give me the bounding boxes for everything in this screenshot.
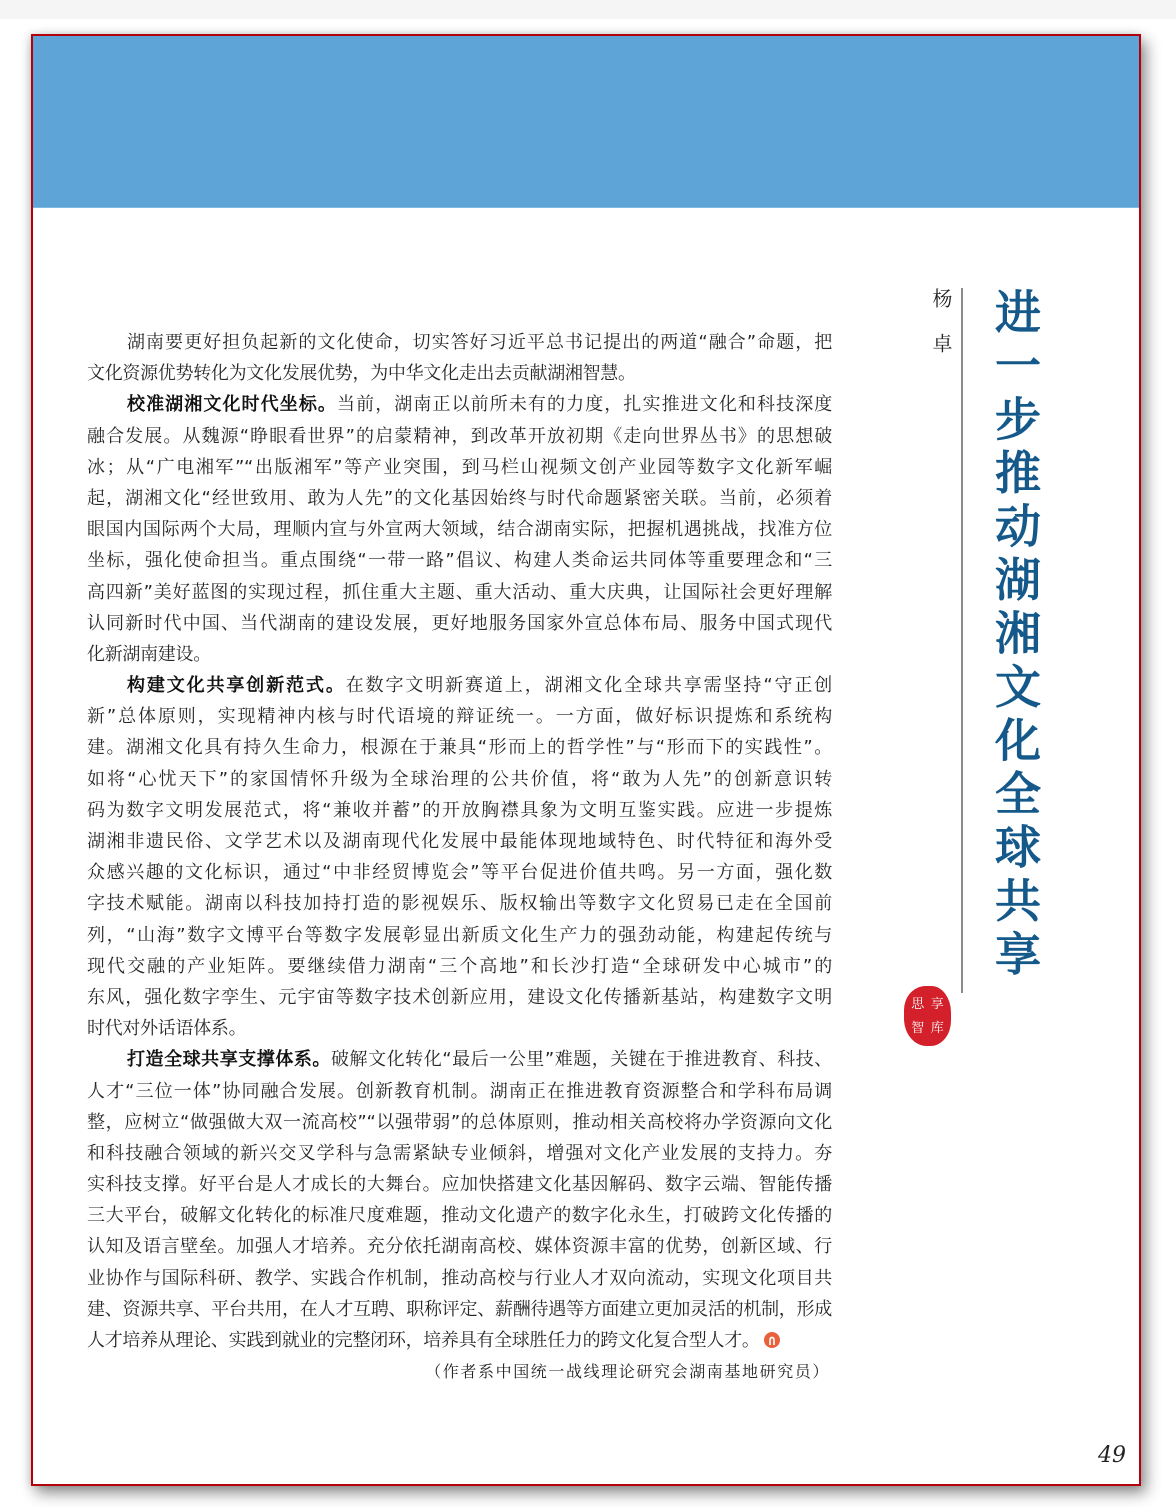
line-text: 高四新”美好蓝图的实现过程，抓住重大主题、重大活动、重大庆典，让国际社会更好理解 [87, 581, 832, 603]
section-heading: 构建文化共享创新范式。 [127, 675, 346, 697]
line-text: 列，“山海”数字文博平台等数字发展彰显出新质文化生产力的强劲动能，构建起传统与 [87, 924, 832, 946]
line-text: 融合发展。从魏源“睁眼看世界”的启蒙精神，到改革开放初期《走向世界丛书》的思想破 [87, 425, 832, 447]
line-text: 冰；从“广电湘军”“出版湘军”等产业突围，到马栏山视频文创产业园等数字文化新军崛 [87, 456, 832, 478]
line-text: 眼国内国际两个大局，理顺内宣与外宣两大领域，结合湖南实际，把握机遇挑战，找准方位 [87, 519, 832, 541]
line-text: 如将“心忧天下”的家国情怀升级为全球治理的公共价值，将“敢为人先”的创新意识转 [87, 768, 832, 790]
line-text: 东风，强化数字孪生、元宇宙等数字技术创新应用，建设文化传播新基站，构建数字文明 [87, 986, 832, 1008]
body-line [87, 514, 832, 545]
line-text: 文化资源优势转化为文化发展优势，为中华文化走出去贡献湖湘智慧。 [87, 363, 636, 385]
article-body [87, 327, 832, 1387]
body-line [87, 764, 832, 795]
body-line [87, 1107, 832, 1138]
seal-stamp-icon [904, 986, 951, 1046]
body-line [87, 826, 832, 857]
body-line [87, 701, 832, 732]
line-text: 整，应树立“做强做大双一流高校”“以强带弱”的总体原则，推动相关高校将办学资源向文化 [87, 1111, 832, 1133]
line-text: 众感兴趣的文化标识，通过“中非经贸博览会”等平台促进价值共鸣。另一方面，强化数 [87, 862, 832, 884]
section-heading: 打造全球共享支撑体系。 [127, 1049, 331, 1071]
body-line [87, 920, 832, 951]
body-line [87, 545, 832, 576]
seal-char: 智 [911, 1020, 925, 1036]
body-line [87, 483, 832, 514]
line-text: 字技术赋能。湖南以科技加持打造的影视娱乐、版权输出等数字文化贸易已走在全国前 [87, 893, 832, 915]
line-text: 破解文化转化“最后一公里”难题，关键在于推进教育、科技、 [330, 1049, 832, 1071]
line-text: 认同新时代中国、当代湖南的建设发展，更好地服务国家外宣总体布局、服务中国式现代 [87, 612, 832, 634]
seal-char: 享 [930, 996, 944, 1012]
body-line [87, 389, 832, 420]
author-affiliation-note: （作者系中国统一战线理论研究会湖南基地研究员） [425, 1362, 830, 1382]
body-line [87, 1013, 832, 1044]
line-text: 起，湖湘文化“经世致用、敢为人先”的文化基因始终与时代命题紧密关联。当前，必须着 [87, 487, 832, 509]
article-title: 进一步推动湖湘文化全球共享 [988, 288, 1042, 984]
line-text: 在数字文明新赛道上，湖湘文化全球共享需坚持“守正创 [345, 675, 832, 697]
body-line [87, 888, 832, 919]
title-divider [961, 288, 963, 993]
body-line [87, 982, 832, 1013]
line-text: 现代交融的产业矩阵。要继续借力湖南“三个高地”和长沙打造“全球研发中心城市”的 [87, 955, 832, 977]
body-line [87, 951, 832, 982]
body-line [87, 421, 832, 452]
body-line [87, 327, 832, 358]
line-text: 坐标，强化使命担当。重点围绕“一带一路”倡议、构建人类命运共同体等重要理念和“三 [87, 550, 832, 572]
line-text: 人才培养从理论、实践到就业的完整闭环，培养具有全球胜任力的跨文化复合型人才。 [87, 1330, 760, 1351]
seal-char: 库 [930, 1020, 944, 1036]
page-number: 49 [1098, 1443, 1126, 1468]
body-line [87, 1076, 832, 1107]
body-line [87, 1169, 832, 1200]
line-text: 人才“三位一体”协同融合发展。创新教育机制。湖南正在推进教育资源整合和学科布局调 [87, 1080, 832, 1102]
body-line [87, 795, 832, 826]
line-text: 和科技融合领域的新兴交叉学科与急需紧缺专业倾斜，增强对文化产业发展的支持力。夯 [87, 1142, 832, 1164]
body-line [87, 577, 832, 608]
body-line [87, 358, 832, 389]
body-line [87, 452, 832, 483]
line-text: 码为数字文明发展范式，将“兼收并蓄”的开放胸襟具象为文明互鉴实践。应进一步提炼 [87, 799, 832, 821]
line-text: 认知及语言壁垒。加强人才培养。充分依托湖南高校、媒体资源丰富的优势，创新区域、行 [87, 1236, 832, 1258]
header-banner [33, 36, 1139, 208]
line-text: 时代对外话语体系。 [87, 1018, 247, 1040]
body-line [87, 608, 832, 639]
line-text: 建。湖湘文化具有持久生命力，根源在于兼具“形而上的哲学性”与“形而下的实践性”。 [87, 737, 832, 759]
line-text: 业协作与国际科研、教学、实践合作机制，推动高校与行业人才双向流动，实现文化项目共 [87, 1267, 832, 1289]
body-line [87, 1294, 832, 1325]
section-heading: 校准湖湘文化时代坐标。 [127, 394, 338, 416]
line-text: 新”总体原则，实现精神内核与时代语境的辩证统一。一方面，做好标识提炼和系统构 [87, 706, 832, 728]
top-margin-band [0, 0, 1176, 19]
line-text: 当前，湖南正以前所未有的力度，扎实推进文化和科技深度 [337, 394, 832, 416]
body-line [87, 1263, 832, 1294]
line-text: 建、资源共享、平台共用，在人才互聘、职称评定、薪酬待遇等方面建立更加灵活的机制，形成 [87, 1298, 832, 1320]
body-line [87, 857, 832, 888]
line-text: 湖南要更好担负起新的文化使命，切实答好习近平总书记提出的两道“融合”命题，把 [127, 332, 832, 353]
body-line [87, 670, 832, 701]
end-mark-logo-icon [764, 1327, 780, 1343]
line-text: 湖湘非遗民俗、文学艺术以及湖南现代化发展中最能体现地域特色、时代特征和海外受 [87, 831, 832, 852]
line-text: 实科技支撑。好平台是人才成长的大舞台。应加快搭建文化基因解码、数字云端、智能传播 [87, 1174, 832, 1196]
body-line [87, 1200, 832, 1231]
body-line [87, 1044, 832, 1075]
line-text: 化新湖南建设。 [87, 643, 211, 665]
body-line [87, 732, 832, 763]
body-line [87, 1231, 832, 1262]
body-line [87, 639, 832, 670]
line-text: 三大平台，破解文化转化的标准尺度难题，推动文化遗产的数字化永生，打破跨文化传播的 [87, 1205, 832, 1227]
body-line [87, 1325, 832, 1356]
body-line [87, 1138, 832, 1169]
seal-char: 思 [911, 996, 925, 1012]
author-name: 杨卓 [929, 288, 953, 378]
